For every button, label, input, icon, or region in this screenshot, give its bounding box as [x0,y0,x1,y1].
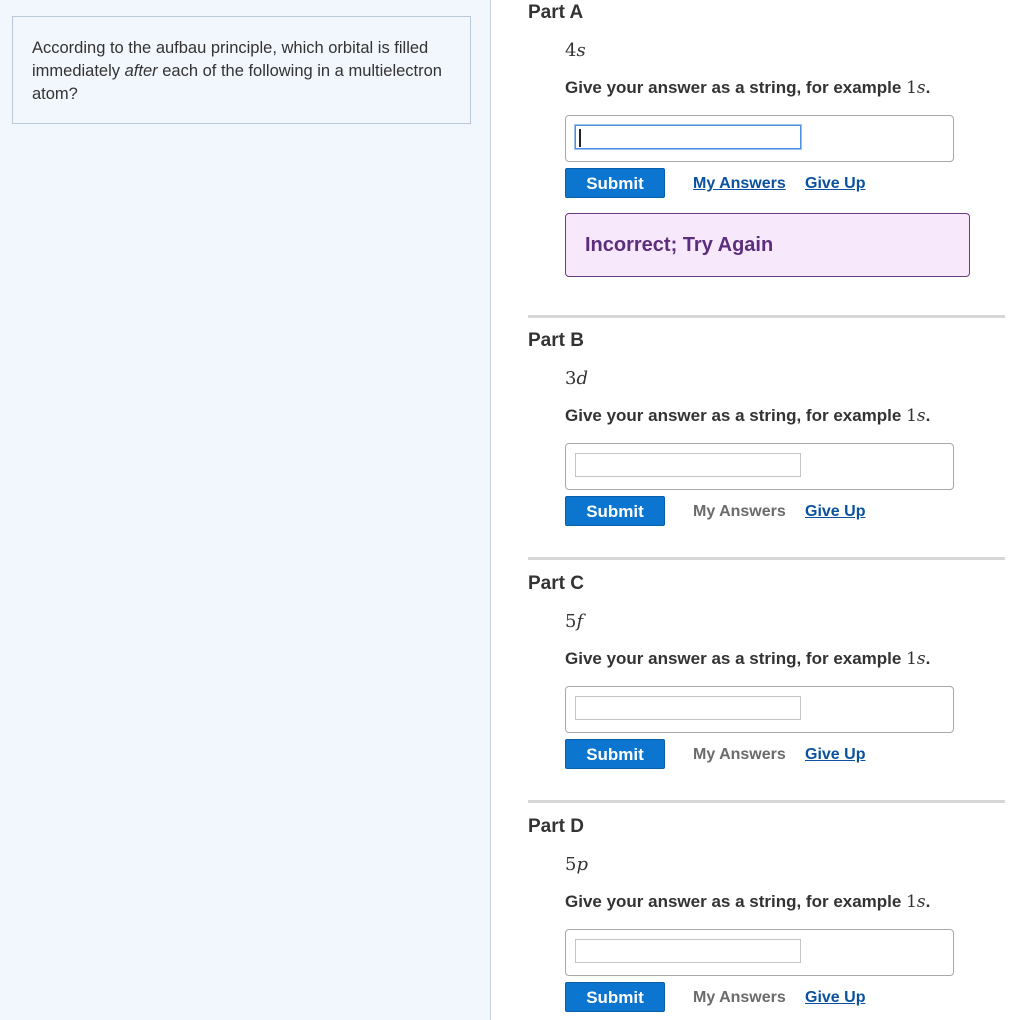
example-period: . [925,78,931,97]
example-number: 1 [906,892,917,912]
instruction-text [565,892,930,912]
part-divider [528,557,1005,560]
instruction-text [565,406,930,426]
answer-pane [491,0,1024,1020]
part-title: Part B [528,330,584,351]
example-number: 1 [906,78,917,98]
answer-input[interactable] [575,696,801,720]
my-answers-link[interactable]: My Answers [693,175,786,192]
orbital-number: 4 [565,40,577,61]
orbital-label [565,368,588,389]
example-letter: s [916,78,926,98]
instruction-text [565,78,930,98]
example-period: . [925,649,931,668]
orbital-letter: s [576,40,586,61]
submit-button[interactable]: Submit [565,739,665,769]
instruction-label: Give your answer as a string, for example [565,892,907,911]
example-number: 1 [906,406,917,426]
instruction-label: Give your answer as a string, for example [565,406,907,425]
answer-input[interactable] [575,125,801,149]
example-letter: s [916,649,926,669]
instruction-label: Give your answer as a string, for example [565,649,907,668]
orbital-number: 5 [565,854,577,875]
example-letter: s [916,406,926,426]
give-up-link[interactable]: Give Up [805,989,866,1006]
orbital-label [565,40,586,61]
example-period: . [925,892,931,911]
text-caret [579,129,581,147]
answer-container [565,115,954,162]
answer-container [565,443,954,490]
part-title: Part C [528,573,584,594]
submit-button[interactable]: Submit [565,496,665,526]
orbital-letter: d [576,368,588,389]
my-answers-link: My Answers [693,503,786,520]
answer-input[interactable] [575,453,801,477]
part-title: Part A [528,2,584,23]
orbital-number: 5 [565,611,577,632]
example-math [906,406,926,426]
part-title: Part D [528,816,584,837]
example-letter: s [916,892,926,912]
submit-button[interactable]: Submit [565,168,665,198]
give-up-link[interactable]: Give Up [805,503,866,520]
example-period: . [925,406,931,425]
question-text-end: each of the following in a multielectron atom? [32,62,442,103]
orbital-label [565,611,583,632]
example-number: 1 [906,649,917,669]
example-math [906,78,926,98]
example-math [906,649,926,669]
submit-button[interactable]: Submit [565,982,665,1012]
orbital-number: 3 [565,368,577,389]
feedback-box [565,213,970,277]
instruction-text [565,649,930,669]
example-math [906,892,926,912]
answer-container [565,686,954,733]
question-emphasis: after [124,62,158,80]
answer-container [565,929,954,976]
orbital-label [565,854,588,875]
give-up-link[interactable]: Give Up [805,175,866,192]
part-divider [528,800,1005,803]
orbital-letter: f [576,611,584,632]
question-pane [0,0,491,1020]
give-up-link[interactable]: Give Up [805,746,866,763]
feedback-message: Incorrect; Try Again [585,234,774,256]
answer-input[interactable] [575,939,801,963]
my-answers-link: My Answers [693,746,786,763]
part-divider [528,315,1005,318]
instruction-label: Give your answer as a string, for example [565,78,907,97]
question-text-box [12,16,471,124]
question-text-start: According to the aufbau principle, which orbital is filled immediately [32,39,429,80]
my-answers-link: My Answers [693,989,786,1006]
orbital-letter: p [576,854,588,875]
